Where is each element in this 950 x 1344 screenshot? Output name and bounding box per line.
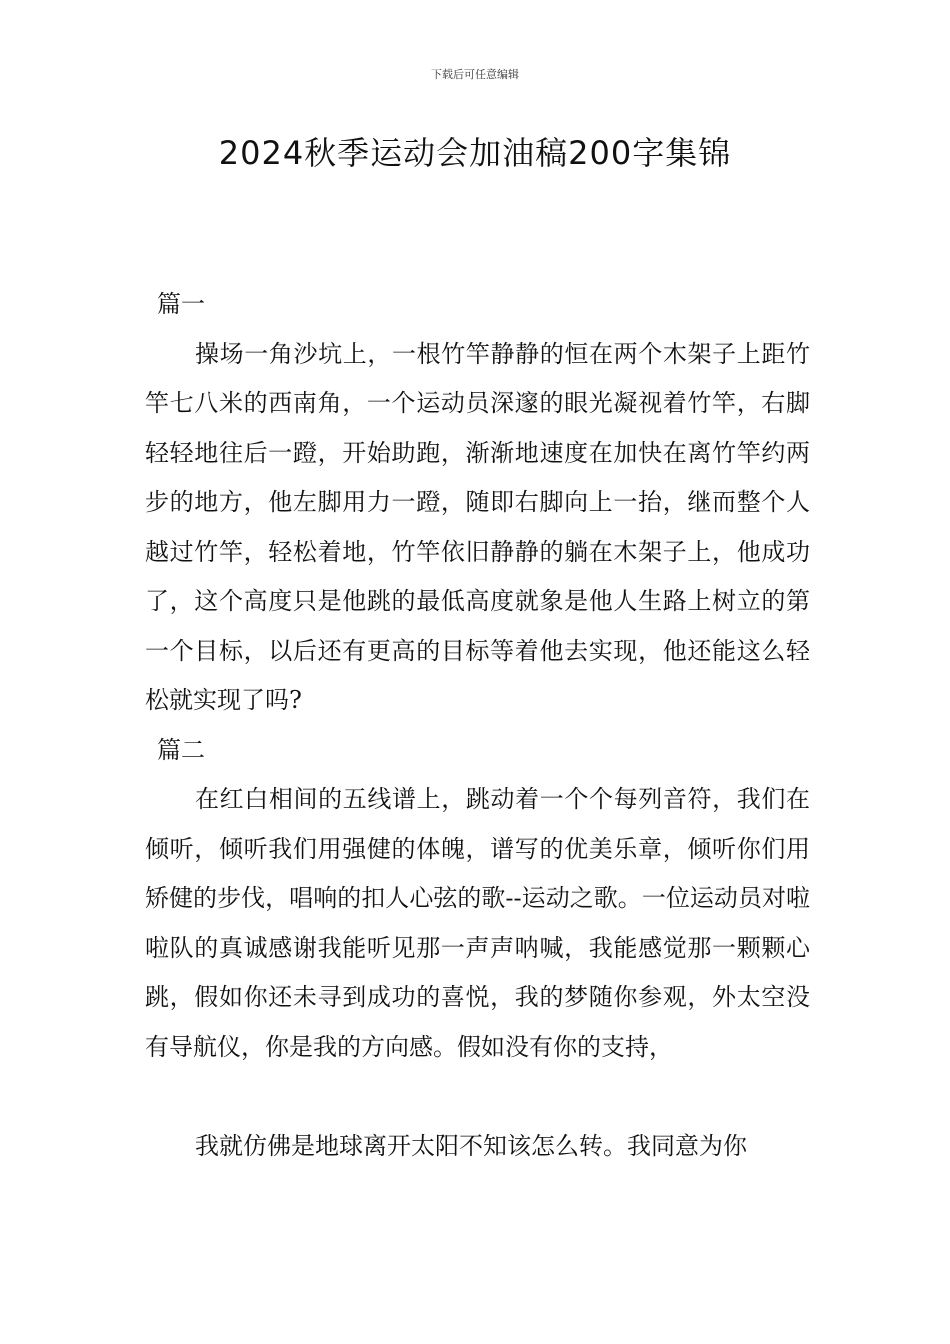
document-body	[145, 280, 810, 1171]
section-2-paragraph-1: 在红白相间的五线谱上，跳动着一个个每列音符，我们在倾听，倾听我们用强健的体魄，谱写的优美乐章，倾听你们用矫健的步伐，唱响的扣人心弦的歌--运动之歌。一位运动员对啦啦队的真诚感谢我能听见那一声声呐喊，我能感觉那一颗颗心跳，假如你还未寻到成功的喜悦，我的梦随你参观，外太空没有导航仪，你是我的方向感。假如没有你的支持，	[145, 785, 810, 1061]
document-title: 2024秋季运动会加油稿200字集锦	[218, 134, 732, 172]
section-1-paragraph-1: 操场一角沙坑上，一根竹竿静静的恒在两个木架子上距竹竿七八米的西南角，一个运动员深邃的眼光凝视着竹竿，右脚轻轻地往后一蹬，开始助跑，渐渐地速度在加快在离竹竿约两步的地方，他左脚用力一蹬，随即右脚向上一抬，继而整个人越过竹竿，轻松着地，竹竿依旧静静的躺在木架子上，他成功了，这个高度只是他跳的最低高度就象是他人生路上树立的第一个目标，以后还有更高的目标等着他去实现，他还能这么轻松就实现了吗?	[145, 339, 810, 714]
section-heading-2: 篇二	[157, 735, 205, 764]
section-2-paragraph-2: 我就仿佛是地球离开太阳不知该怎么转。我同意为你	[195, 1131, 747, 1160]
paragraph-gap	[145, 1072, 810, 1122]
header-note: 下载后可任意编辑	[431, 68, 519, 81]
section-heading-1: 篇一	[157, 290, 205, 318]
